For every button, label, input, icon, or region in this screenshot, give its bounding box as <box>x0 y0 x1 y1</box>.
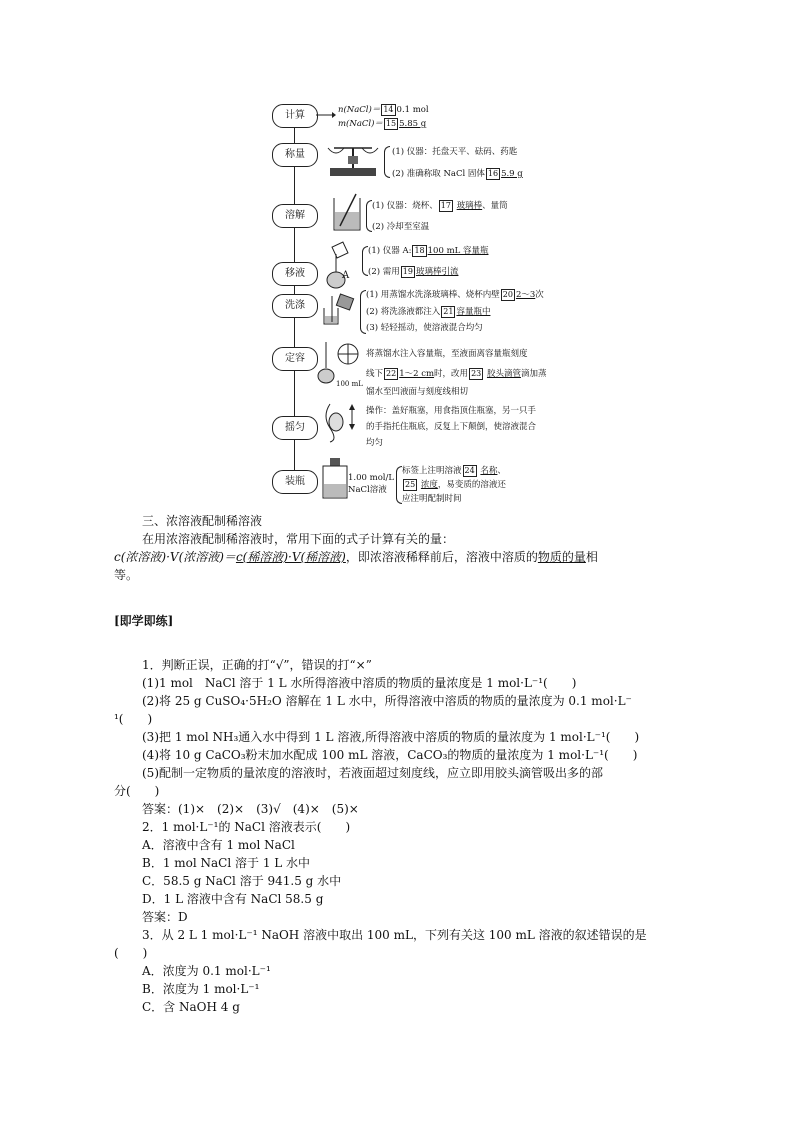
section3-formula: c(浓溶液)·V(浓溶液)＝c(稀溶液)·V(稀溶液)，即浓溶液稀释前后，溶液中溶质的物质的量相 <box>114 550 598 564</box>
dissolve-line2: (2) 冷却至室温 <box>372 222 430 232</box>
wash-line3: (3) 轻轻摇动，使溶液混合均匀 <box>366 323 483 333</box>
shake-line1: 操作：盖好瓶塞，用食指顶住瓶塞，另一只手 <box>366 406 537 416</box>
step-shake: 摇匀 <box>272 416 318 440</box>
step-fix-volume: 定容 <box>272 347 318 371</box>
balance-icon <box>326 138 380 180</box>
q2-option-b: B．1 mol NaCl 溶于 1 L 水中 <box>142 856 311 870</box>
section3-para: 在用浓溶液配制稀溶液时，常用下面的式子计算有关的量： <box>142 532 455 546</box>
step-calculate: 计算 <box>272 104 318 128</box>
reagent-bottle-icon <box>320 456 350 500</box>
weigh-line2: (2) 准确称取 NaCl 固体 16 5.9 g <box>392 169 523 179</box>
fix-line1: 将蒸馏水注入容量瓶，至液面离容量瓶刻度 <box>366 349 528 359</box>
q1-item-4: (4)将 10 g CaCO₃粉末加水配成 100 mL 溶液，CaCO₃的物质的量浓度为 1 mol·L⁻¹( ) <box>142 748 638 762</box>
calc-n: n(NaCl)＝ 14 0.1 mol <box>338 105 429 115</box>
q2: 2．1 mol·L⁻¹的 NaCl 溶液表示( ) <box>142 820 351 834</box>
section3-end: 等。 <box>114 568 139 582</box>
dissolve-line1: (1) 仪器：烧杯、 17 玻璃棒、量筒 <box>372 201 508 211</box>
wash-line2: (2) 将洗涤液都注入 21 容量瓶中 <box>366 307 491 317</box>
q1-item-3: (3)把 1 mol NH₃通入水中得到 1 L 溶液,所得溶液中溶质的物质的量浓度为 1 mol·L⁻¹( ) <box>142 730 640 744</box>
shake-line2: 的手指托住瓶底，反复上下颠倒，使溶液混合 <box>366 422 537 432</box>
transfer-line1: (1) 仪器 A: 18 100 mL 容量瓶 <box>368 246 489 256</box>
bottle-line1: 标签上注明溶液 24 名称、 <box>402 466 506 476</box>
step-dissolve: 溶解 <box>272 204 318 228</box>
q3-option-a: A．浓度为 0.1 mol·L⁻¹ <box>142 964 271 978</box>
answer-2: 答案：D <box>142 910 188 924</box>
q3-cont: ( ) <box>114 946 148 960</box>
q2-option-c: C．58.5 g NaCl 溶于 941.5 g 水中 <box>142 874 342 888</box>
q1-item-1: (1)1 mol NaCl 溶于 1 L 水所得溶液中溶质的物质的量浓度是 1 mol·L⁻¹( ) <box>142 676 577 690</box>
hand-shake-icon <box>320 400 360 444</box>
calc-m: m(NaCl)＝ 15 5.85 g <box>338 119 427 129</box>
transfer-line2: (2) 需用 19 玻璃棒引流 <box>368 267 459 277</box>
q2-option-d: D．1 L 溶液中含有 NaCl 58.5 g <box>142 892 324 906</box>
bottle-line3: 应注明配制时间 <box>402 494 462 504</box>
answer-1: 答案：(1)× (2)× (3)√ (4)× (5)× <box>142 802 359 816</box>
step-transfer: 移液 <box>272 262 318 286</box>
q3-option-c: C．含 NaOH 4 g <box>142 1000 240 1014</box>
bottle-label-1: 1.00 mol/L <box>348 473 395 483</box>
q1-item-5-cont: 分( ) <box>114 784 160 798</box>
q3: 3．从 2 L 1 mol·L⁻¹ NaOH 溶液中取出 100 mL，下列有关这 100 mL 溶液的叙述错误的是 <box>142 928 647 942</box>
bottle-line2: 25 浓度，易变质的溶液还 <box>405 480 506 490</box>
fix-line3: 馏水至凹液面与刻度线相切 <box>366 387 469 397</box>
step-bottle: 装瓶 <box>272 470 318 494</box>
wash-bottle-icon <box>320 292 358 328</box>
fix-line2: 线下 22 1～2 cm时，改用 23 胶头滴管滴加蒸 <box>366 369 547 379</box>
step-wash: 洗涤 <box>272 294 318 318</box>
flask-label-a: A <box>342 270 350 281</box>
q2-option-a: A．溶液中含有 1 mol NaCl <box>142 838 295 852</box>
q1-item-5: (5)配制一定物质的量浓度的溶液时，若液面超过刻度线，应立即用胶头滴管吸出多的部 <box>142 766 604 780</box>
bottle-label-2: NaCl溶液 <box>348 485 387 495</box>
flask-pour-icon <box>320 240 360 290</box>
step-weigh: 称量 <box>272 143 318 167</box>
brace <box>384 146 390 178</box>
shake-line3: 均匀 <box>366 438 384 448</box>
practice-heading: [即学即练] <box>114 614 174 628</box>
flask-volume-label: 100 mL <box>336 380 363 388</box>
q1-item-2: (2)将 25 g CuSO₄·5H₂O 溶解在 1 L 水中，所得溶液中溶质的物质的量浓度为 0.1 mol·L⁻ <box>142 694 632 708</box>
q1-item-2-cont: ¹( ) <box>114 712 153 726</box>
section3-title: 三、浓溶液配制稀溶液 <box>142 514 263 528</box>
beaker-icon <box>330 192 364 232</box>
q3-option-b: B．浓度为 1 mol·L⁻¹ <box>142 982 260 996</box>
arrow-icon <box>316 110 336 120</box>
preparation-flowchart <box>0 0 794 504</box>
wash-line1: (1) 用蒸馏水洗涤玻璃棒、烧杯内壁 20 2～3次 <box>366 290 544 300</box>
q1: 1．判断正误，正确的打“√”，错误的打“×” <box>142 658 372 672</box>
weigh-line1: (1) 仪器：托盘天平、砝码、药匙 <box>392 147 518 157</box>
